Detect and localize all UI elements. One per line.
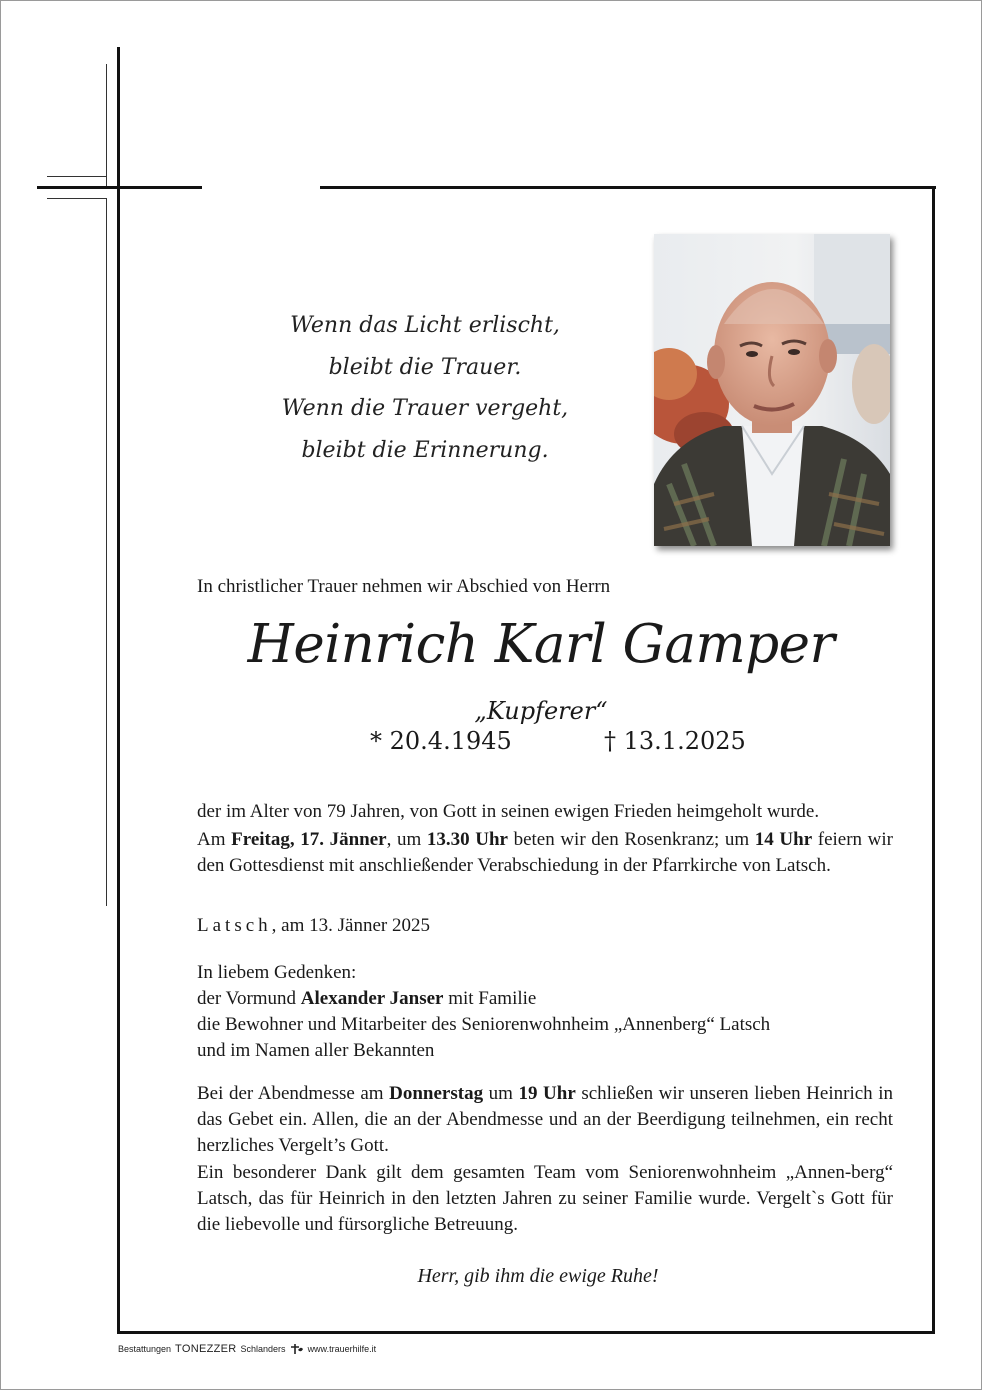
trauerhilfe-logo-icon [290, 1343, 304, 1355]
footer-prefix: Bestattungen [118, 1344, 172, 1354]
rosary-paragraph [197, 827, 893, 879]
poem [255, 305, 595, 471]
mourners-block [197, 960, 893, 1064]
death-date: † 13.1.2025 [604, 727, 746, 755]
mourners-line1-post: mit Familie [443, 988, 537, 1009]
intro-text: In christlicher Trauer nehmen wir Abschied von Herrn [197, 576, 611, 597]
birth-date: * 20.4.1945 [370, 727, 512, 755]
rosary-text-3: beten wir den Rosenkranz; um [507, 829, 755, 850]
deceased-nickname: „Kupferer“ [474, 697, 608, 725]
thanks-text: Ein besonderer Dank gilt dem gesamten Team vom Seniorenwohnheim „Annen-berg“ Latsch, das für Heinrich in den letzten Jahren zu seiner Familie wurde. Vergelt`s Gott für die liebevolle und fürsorgliche Betreuung. [197, 1162, 893, 1235]
footer-brand: TONEZZER [175, 1343, 237, 1355]
rosary-text-2: , um [386, 829, 427, 850]
mass-text [197, 1081, 893, 1159]
poem-line: Wenn das Licht erlischt, [290, 313, 560, 338]
mourners-line: und im Namen aller Bekannten [197, 1040, 435, 1061]
mourners-line [197, 986, 893, 1012]
footer [118, 1343, 376, 1355]
age-text: der im Alter von 79 Jahren, von Gott in seinen ewigen Frieden heimgeholt wurde. [197, 801, 820, 822]
mourners-line1-pre: der Vormund [197, 988, 301, 1009]
guardian-name: Alexander Janser [300, 988, 444, 1009]
rosary-day: Freitag, 17. Jänner [231, 829, 387, 850]
poem-line: bleibt die Erinnerung. [301, 437, 549, 463]
cross-horizontal [37, 186, 202, 189]
cross-vertical-inner-bottom [106, 198, 107, 906]
rosary-time: 13.30 Uhr [426, 829, 508, 850]
portrait-photo [654, 234, 890, 546]
closing-prayer: Herr, gib ihm die ewige Ruhe! [417, 1265, 659, 1287]
mass-text-3: schließen wir unseren lieben Heinrich in das Gebet ein. Allen, die an der Abendmesse und an der Beerdigung teilnehmen, ein recht herzliches Vergelt’s Gott. [197, 1083, 893, 1156]
poem-line: Wenn die Trauer vergeht, [281, 396, 569, 421]
rosary-text-4: feiern wir den Gottesdienst mit anschließender Verabschiedung in der Pfarrkirche von Latsch. [197, 829, 893, 876]
mass-day: Donnerstag [389, 1083, 484, 1104]
mourners-line: die Bewohner und Mitarbeiter des Seniorenwohnheim „Annenberg“ Latsch [197, 1014, 771, 1035]
footer-website: www.trauerhilfe.it [307, 1344, 377, 1354]
deceased-name: Heinrich Karl Gamper [247, 614, 835, 675]
mass-time: 14 Uhr [754, 829, 813, 850]
footer-city: Schlanders [240, 1344, 286, 1354]
cross-horizontal-inner-bottom [47, 198, 107, 199]
cross-vertical [117, 47, 120, 1334]
mass-text-1: Bei der Abendmesse am [197, 1083, 390, 1104]
thanks-paragraph [197, 1160, 893, 1238]
date-text: , am 13. Jänner 2025 [271, 915, 430, 936]
rosary-text-1: Am [197, 829, 232, 850]
cross-vertical-inner-top [106, 64, 107, 186]
cross-horizontal-inner-top [47, 176, 107, 177]
mass-paragraph [197, 1081, 893, 1159]
mass-hour: 19 Uhr [518, 1083, 576, 1104]
frame-bottom [117, 1331, 935, 1334]
frame-right [932, 186, 935, 1334]
frame-top [320, 186, 936, 189]
mass-text-2: um [483, 1083, 519, 1104]
place-date-line [197, 913, 893, 939]
age-line [197, 799, 893, 825]
rosary-text [197, 827, 893, 879]
place-date [197, 913, 893, 939]
mourners-heading: In liebem Gedenken: [197, 962, 357, 983]
poem-line: bleibt die Trauer. [328, 354, 522, 380]
place: Latsch [197, 915, 272, 936]
